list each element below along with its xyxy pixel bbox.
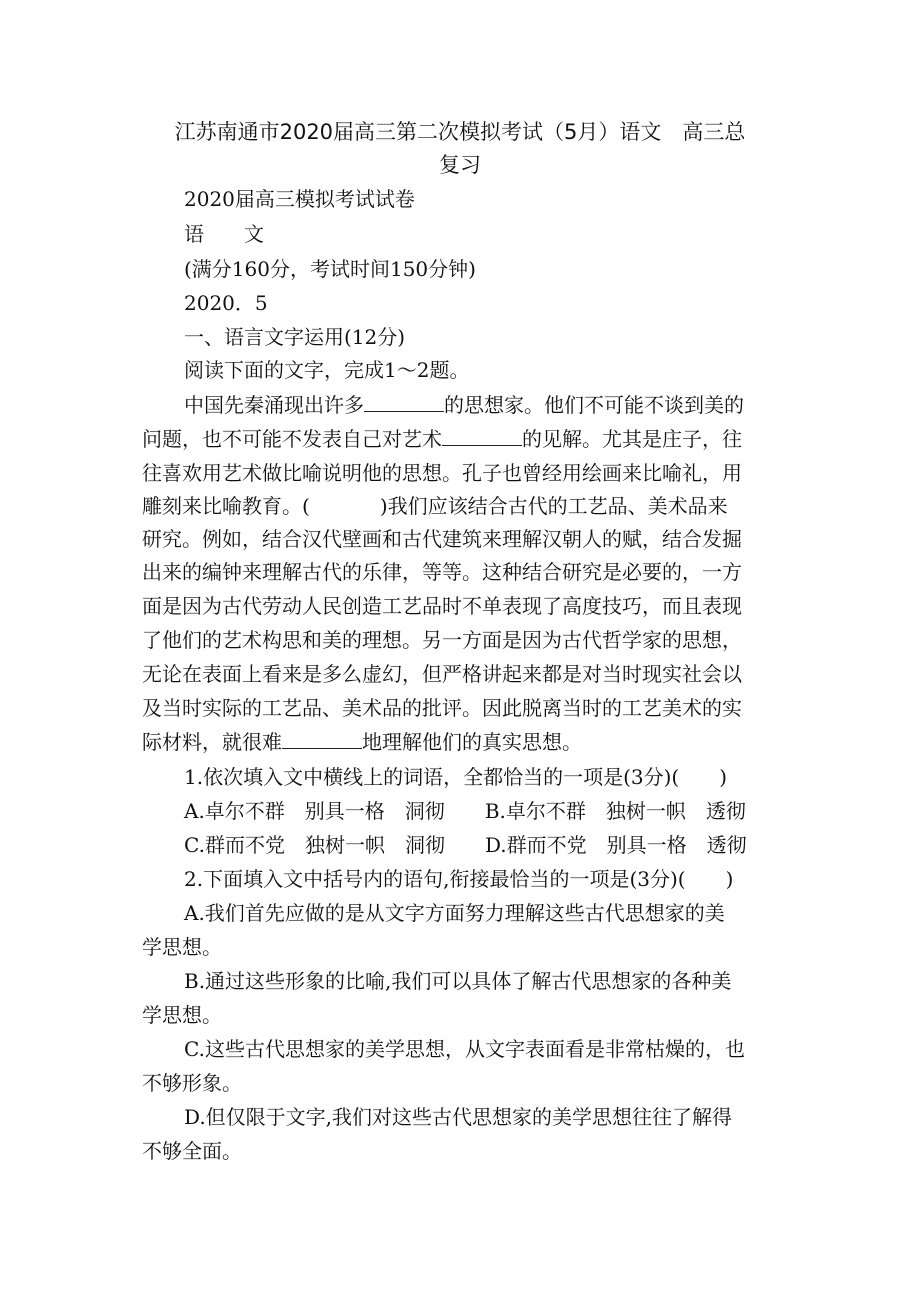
question-1-stem: 1.依次填入文中横线上的词语，全都恰当的一项是(3分)( ) [184,765,728,789]
question-2-option-c-line2: 不够形象。 [142,1071,242,1095]
question-2-option-b-line2: 学思想。 [142,1003,222,1027]
question-2-option-a-line1: A.我们首先应做的是从文字方面努力理解这些古代思想家的美 [184,901,725,925]
question-2-option-c-line1: C.这些古代思想家的美学思想，从文字表面看是非常枯燥的，也 [184,1037,745,1061]
exam-date: 2020．5 [184,291,268,315]
title-line-2: 复习 [439,153,481,177]
question-2-option-b-line1: B.通过这些形象的比喻,我们可以具体了解古代思想家的各种美 [184,969,732,993]
question-2-stem: 2.下面填入文中括号内的语句,衔接最恰当的一项是(3分)( ) [184,867,734,891]
passage-text: 中国先秦涌现出许多 [184,393,364,417]
option-a: A.卓尔不群 别具一格 洞彻 [184,799,445,823]
question-1-options-ab [184,796,782,826]
passage-text: 地理解他们的真实思想。 [362,730,582,754]
option-c: C.群而不党 独树一帜 洞彻 [184,833,445,857]
question-2-option-d-line1: D.但仅限于文字,我们对这些古代思想家的美学思想往往了解得 [184,1105,733,1129]
document-title [140,116,780,182]
subject-heading: 语 文 [184,222,264,246]
passage-line-1 [184,390,782,420]
passage-line-4 [142,491,782,521]
question-1-options-cd [184,830,782,860]
option-b: B.卓尔不群 独树一帜 透彻 [484,799,746,823]
passage-line-2 [142,424,782,454]
passage-line-10: 及当时实际的工艺品、美术品的批评。因此脱离当时的工艺美术的实 [142,696,742,720]
passage-line-11 [142,727,782,757]
passage-line-8: 了他们的艺术构思和美的理想。另一方面是因为古代哲学家的思想， [142,628,742,652]
question-2-option-a-line2: 学思想。 [142,935,222,959]
section-heading: 一、语言文字运用(12分) [184,325,406,349]
exam-title: 2020届高三模拟考试试卷 [184,187,415,211]
passage-line-9: 无论在表面上看来是多么虚幻，但严格讲起来都是对当时现实社会以 [142,662,742,686]
passage-line-3: 往喜欢用艺术做比喻说明他的思想。孔子也曾经用绘画来比喻礼，用 [142,461,742,485]
fill-blank-2 [442,427,522,446]
score-time-note: (满分160分，考试时间150分钟) [184,257,476,281]
title-line-1: 江苏南通市2020届高三第二次模拟考试（5月）语文 高三总 [174,120,746,144]
passage-text: 问题，也不可能不发表自己对艺术 [142,427,442,451]
fill-blank-3 [282,730,362,749]
passage-text: 的见解。尤其是庄子，往 [522,427,742,451]
fill-blank-1 [364,393,444,412]
passage-text: )我们应该结合古代的工艺品、美术品来 [379,494,728,518]
passage-text: 的思想家。他们不可能不谈到美的 [444,393,744,417]
passage-text: 雕刻来比喻教育。( [142,494,310,518]
passage-text: 际材料，就很难 [142,730,282,754]
reading-instruction: 阅读下面的文字，完成1～2题。 [184,358,470,382]
question-2-option-d-line2: 不够全面。 [142,1139,242,1163]
option-d: D.群而不党 别具一格 透彻 [484,833,747,857]
passage-line-6: 出来的编钟来理解古代的乐律，等等。这种结合研究是必要的，一方 [142,560,742,584]
passage-line-5: 研究。例如，结合汉代壁画和古代建筑来理解汉朝人的赋，结合发掘 [142,527,742,551]
passage-line-7: 面是因为古代劳动人民创造工艺品时不单表现了高度技巧，而且表现 [142,594,742,618]
